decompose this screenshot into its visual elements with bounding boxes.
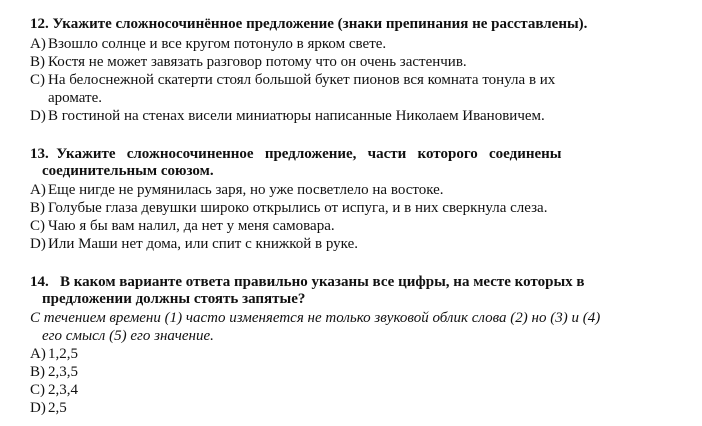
question-12-option-b (30, 54, 467, 71)
question-13-option-a (30, 182, 444, 199)
question-14-sentence-line-2: его смысл (5) его значение. (42, 328, 214, 344)
option-letter: D) (30, 236, 46, 252)
option-letter: B) (30, 54, 45, 70)
option-letter: D) (30, 108, 46, 124)
option-text: В гостиной на стенах висели миниатюры написанные Николаем Ивановичем. (48, 108, 545, 124)
option-text: 1,2,5 (48, 346, 78, 362)
option-letter: B) (30, 364, 45, 380)
option-letter: B) (30, 200, 45, 216)
question-12-option-c-continuation: аромате. (48, 90, 102, 106)
option-letter: A) (30, 36, 46, 52)
option-text: Еще нигде не румянилась заря, но уже посветлело на востоке. (48, 182, 444, 198)
question-13-option-b (30, 200, 547, 217)
question-12-option-d (30, 108, 545, 125)
question-14-option-d (30, 400, 67, 417)
option-text: Или Маши нет дома, или спит с книжкой в руке. (48, 236, 358, 252)
question-14-sentence-line-1: С течением времени (1) часто изменяется не только звуковой облик слова (2) но (3) и (4) (30, 310, 601, 326)
question-13-option-d (30, 236, 358, 253)
option-text: Взошло солнце и все кругом потонуло в ярком свете. (48, 36, 387, 52)
question-14-option-b (30, 364, 78, 381)
question-13-title-line-1: 13. Укажите сложносочиненное предложение, части которого соединены (30, 146, 562, 162)
option-text: Чаю я бы вам налил, да нет у меня самовара. (48, 218, 335, 234)
option-letter: A) (30, 346, 46, 362)
question-13-title-line-2: соединительным союзом. (42, 163, 214, 179)
option-letter: C) (30, 382, 45, 398)
option-text: Костя не может завязать разговор потому что он очень застенчив. (48, 54, 467, 70)
question-14-option-a (30, 346, 78, 363)
option-letter: D) (30, 400, 46, 416)
option-letter: C) (30, 218, 45, 234)
question-14-option-c (30, 382, 78, 399)
question-12-option-a (30, 36, 386, 53)
question-14-title-line-2: предложении должны стоять запятые? (42, 291, 306, 307)
question-12-title: 12. Укажите сложносочинённое предложение (знаки препинания не расставлены). (30, 16, 588, 32)
option-text: На белоснежной скатерти стоял большой букет пионов вся комната тонула в их (48, 72, 556, 88)
option-text: 2,3,5 (48, 364, 78, 380)
option-letter: C) (30, 72, 45, 88)
option-text: 2,5 (48, 400, 67, 416)
option-text: Голубые глаза девушки широко открылись от испуга, и в них сверкнула слеза. (48, 200, 548, 216)
question-13-option-c (30, 218, 335, 235)
question-14-title-line-1: 14. В каком варианте ответа правильно указаны все цифры, на месте которых в (30, 274, 585, 290)
option-letter: A) (30, 182, 46, 198)
question-12-option-c (30, 72, 555, 89)
option-text: 2,3,4 (48, 382, 78, 398)
